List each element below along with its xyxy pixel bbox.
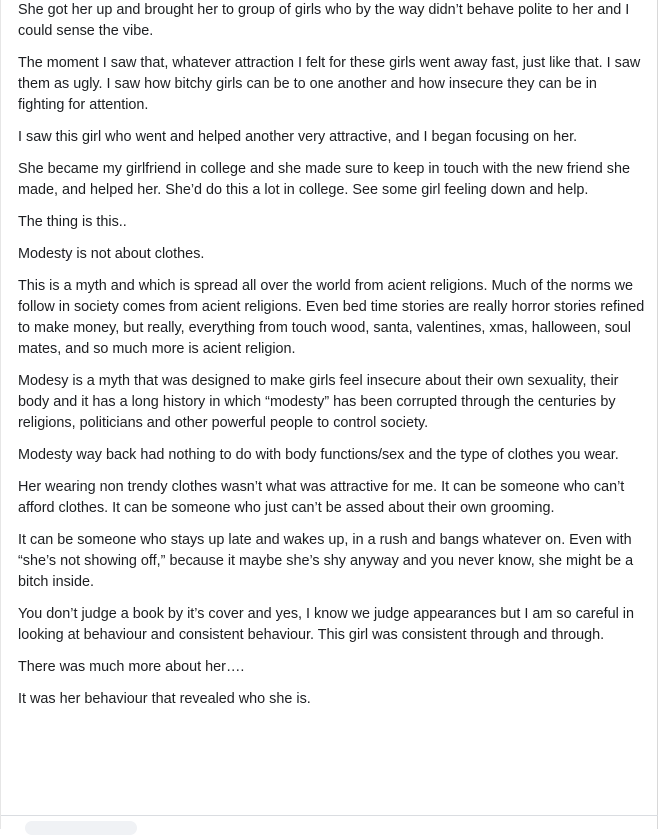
post-paragraph: This is a myth and which is spread all over the world from acient religions. Much of the norms we follow in society comes from acient religions. Even bed time stories are really horror stories refined to make money, but really, everything from touch wood, santa, valentines, xmas, halloween, soul mates, and so much more is acient religion. — [18, 278, 645, 357]
post-paragraph: There was much more about her…. — [18, 659, 245, 675]
post-paragraph: It can be someone who stays up late and wakes up, in a rush and bangs whatever on. Even with “she’s not showing off,” because it maybe she’s shy anyway and you never know, she might be a bitch inside. — [18, 532, 634, 590]
post-paragraph: She became my girlfriend in college and she made sure to keep in touch with the new friend she made, and helped her. She’d do this a lot in college. See some girl feeling down and help. — [18, 161, 630, 198]
reactions-bar[interactable] — [25, 821, 137, 835]
post-paragraph: She got her up and brought her to group of girls who by the way didn’t behave polite to her and I could sense the vibe. — [18, 2, 630, 39]
post-paragraph: Modesty is not about clothes. — [18, 246, 205, 262]
post-paragraph: The thing is this.. — [18, 214, 127, 230]
post-paragraph: Her wearing non trendy clothes wasn’t what was attractive for me. It can be someone who can’t afford clothes. It can be someone who just can’t be assed about their own grooming. — [18, 479, 625, 516]
post-paragraph: It was her behaviour that revealed who she is. — [18, 691, 311, 707]
post-body — [18, 0, 646, 721]
post-paragraph: The moment I saw that, whatever attraction I felt for these girls went away fast, just like that. I saw them as ugly. I saw how bitchy girls can be to one another and how insecure they can be in fighting for attention. — [18, 55, 641, 113]
post-paragraph: Modesty way back had nothing to do with body functions/sex and the type of clothes you wear. — [18, 447, 619, 463]
post-paragraph: Modesy is a myth that was designed to make girls feel insecure about their own sexuality, their body and it has a long history in which “modesty” has been corrupted through the centuries by religions, politicians and other powerful people to control society. — [18, 373, 619, 431]
footer-divider — [1, 815, 658, 816]
post-paragraph: I saw this girl who went and helped another very attractive, and I began focusing on her. — [18, 129, 578, 145]
post-paragraph: You don’t judge a book by it’s cover and yes, I know we judge appearances but I am so careful in looking at behaviour and consistent behaviour. This girl was consistent through and through. — [18, 606, 634, 643]
